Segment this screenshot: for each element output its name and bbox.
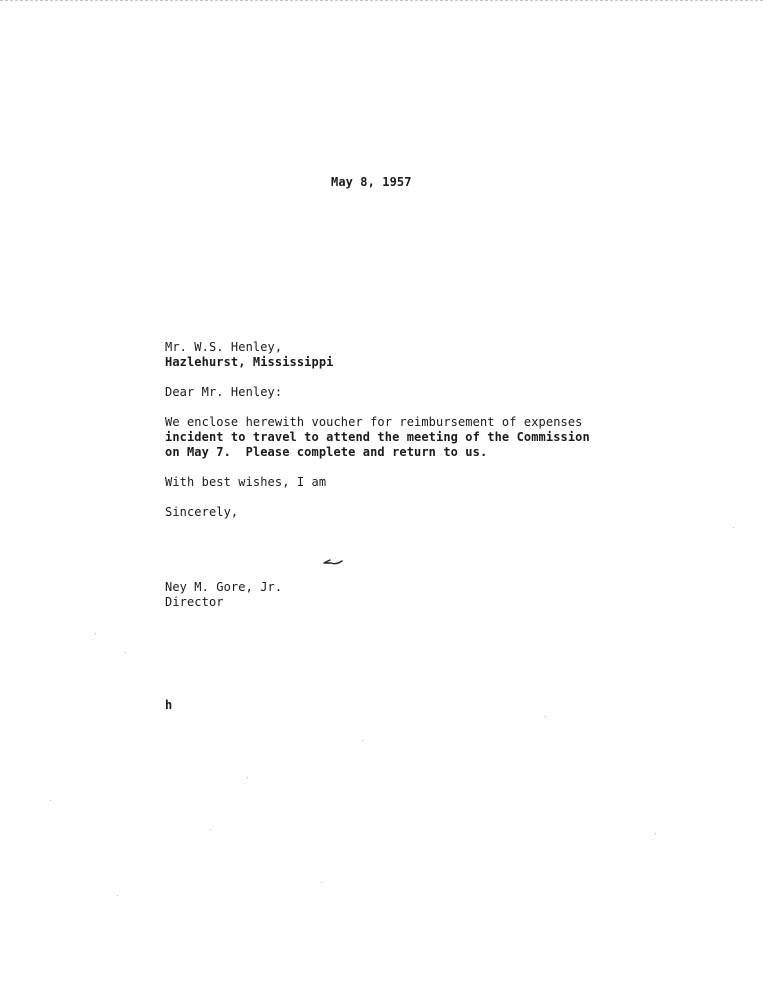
letter-date: May 8, 1957 xyxy=(331,175,412,189)
scan-speck xyxy=(545,716,546,717)
scan-speck xyxy=(95,633,96,634)
scan-speck xyxy=(117,895,118,896)
scan-speck xyxy=(321,882,322,883)
scan-speck xyxy=(210,829,211,830)
body-line: We enclose herewith voucher for reimbursement of expenses xyxy=(165,415,583,429)
scan-speck xyxy=(125,652,126,653)
typist-initials: h xyxy=(165,698,173,712)
scan-speck xyxy=(362,740,363,741)
recipient-city: Hazlehurst, Mississippi xyxy=(165,355,334,369)
salutation: Dear Mr. Henley: xyxy=(165,385,283,399)
pen-mark-icon xyxy=(322,557,344,567)
valediction: Sincerely, xyxy=(165,505,239,519)
closing-line: With best wishes, I am xyxy=(165,475,327,489)
signer-title: Director xyxy=(165,595,224,609)
recipient-name: Mr. W.S. Henley, xyxy=(165,340,283,354)
body-line: incident to travel to attend the meeting of the Commission xyxy=(165,430,590,444)
scan-speck xyxy=(733,527,734,528)
scan-speck xyxy=(655,833,656,834)
scan-speck xyxy=(50,800,51,801)
scan-speck xyxy=(247,777,248,778)
signer-name: Ney M. Gore, Jr. xyxy=(165,580,283,594)
body-line: on May 7. Please complete and return to us. xyxy=(165,445,488,459)
